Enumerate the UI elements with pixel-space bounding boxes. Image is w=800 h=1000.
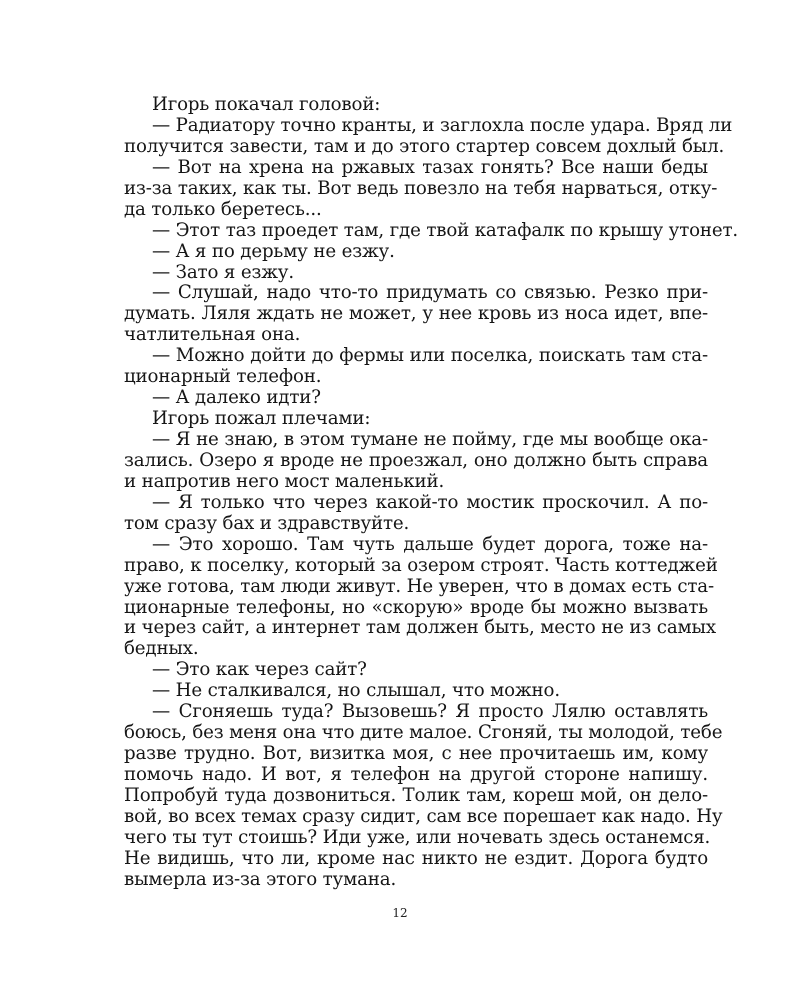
text-line: бедных. [124, 638, 199, 660]
text-line: — Это как через сайт? [152, 659, 367, 681]
text-line: — Можно дойти до фермы или поселка, поискать там ста- [152, 345, 708, 367]
text-line: вой, во всех темах сразу сидит, сам все порешает как надо. Ну [124, 805, 723, 827]
text-line: чего ты тут стоишь? Иди уже, или ночевать здесь останемся. [124, 826, 711, 848]
body-text [124, 94, 739, 891]
text-line: разве трудно. Вот, визитка моя, с нее прочитаешь им, кому [124, 743, 708, 765]
text-line: ционарные телефоны, но «скорую» вроде бы можно вызвать [124, 596, 708, 618]
text-line: Не видишь, что ли, кроме нас никто не ездит. Дорога будто [124, 847, 708, 869]
text-line: — А я по дерьму не езжу. [152, 240, 395, 262]
text-line: — Этот таз проедет там, где твой катафалк по крышу утонет. [152, 219, 739, 241]
text-line: том сразу бах и здравствуйте. [124, 512, 410, 534]
text-line: и напротив него мост маленький. [124, 470, 445, 492]
text-line: помочь надо. И вот, я телефон на другой стороне напишу. [124, 764, 708, 785]
text-line: ционарный телефон. [124, 366, 322, 388]
text-line: — Вот на хрена на ржавых тазах гонять? Все наши беды [152, 156, 708, 178]
text-line: вымерла из-за этого тумана. [124, 868, 397, 890]
page-number: 12 [392, 906, 408, 920]
text-line: — Радиатору точно кранты, и заглохла после удара. Вряд ли [152, 114, 733, 136]
text-line: Игорь пожал плечами: [152, 408, 371, 430]
text-line: — Это хорошо. Там чуть дальше будет дорога, тоже на- [152, 533, 708, 555]
text-line: — Сгоняешь туда? Вызовешь? Я просто Лялю оставлять [152, 701, 708, 723]
text-line: боюсь, без меня она что дите малое. Сгоняй, ты молодой, тебе [124, 722, 723, 744]
text-line: уже готова, там люди живут. Не уверен, что в домах есть ста- [124, 575, 714, 597]
text-line: из-за таких, как ты. Вот ведь повезло на тебя нарваться, отку- [124, 177, 718, 199]
text-line: — А далеко идти? [152, 387, 321, 409]
text-line: — Зато я езжу. [152, 261, 294, 283]
text-line: Игорь покачал головой: [152, 94, 381, 115]
text-line: Попробуй туда дозвониться. Толик там, кореш мой, он дело- [124, 784, 708, 806]
text-line: — Слушай, надо что-то придумать со связью. Резко при- [152, 282, 708, 304]
text-line: — Я только что через какой-то мостик проскочил. А по- [152, 491, 708, 513]
text-line: да только беретесь... [124, 198, 322, 220]
text-line: — Я не знаю, в этом тумане не пойму, где мы вообще ока- [152, 429, 708, 450]
text-line: и через сайт, а интернет там должен быть, место не из самых [124, 617, 716, 639]
text-line: право, к поселку, который за озером строят. Часть коттеджей [124, 554, 718, 576]
text-line: — Не сталкивался, но слышал, что можно. [152, 680, 560, 702]
text-line: думать. Ляля ждать не может, у нее кровь из носа идет, впе- [124, 303, 708, 325]
text-line: зались. Озеро я вроде не проезжал, оно должно быть справа [124, 449, 708, 471]
text-line: получится завести, там и до этого стартер совсем дохлый был. [124, 135, 725, 157]
text-line: чатлительная она. [124, 324, 301, 346]
